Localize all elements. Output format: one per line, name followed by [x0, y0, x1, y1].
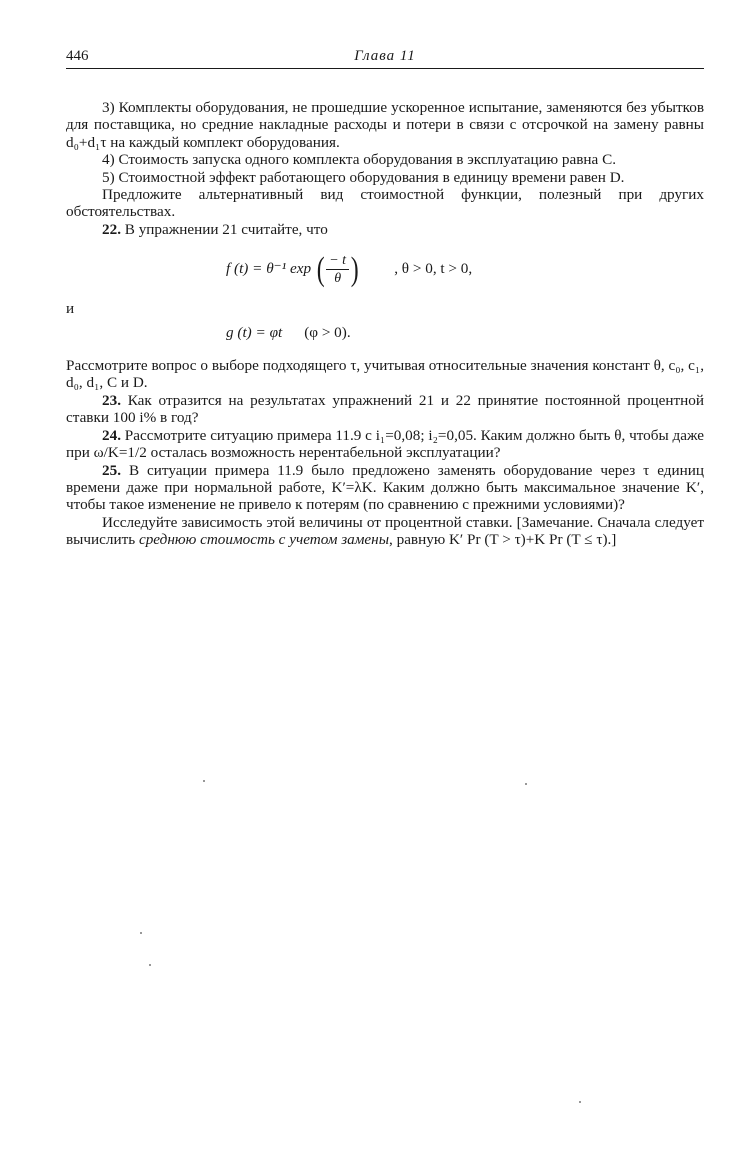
- formula-g-lhs: g (t) = φt: [226, 323, 283, 341]
- exercise-24-number: 24.: [102, 426, 121, 444]
- exercise-23: [66, 392, 704, 427]
- formula-g-condition: (φ > 0).: [304, 323, 351, 341]
- scan-speck: [525, 783, 527, 785]
- formula-f-condition: , θ > 0, t > 0,: [394, 260, 473, 278]
- formula-f: [66, 252, 704, 292]
- final-text-b: , равную K′ Pr (T > τ)+K Pr (T ≤ τ).]: [389, 531, 617, 549]
- item-3: 3) Комплекты оборудования, не прошедшие ускоренное испытание, заменяются без убытков для поставщика, но средние накладные расходы и потери в связи с отсрочкой на замену равны d₀+d₁τ на каждый комплект оборудования.: [66, 99, 704, 151]
- exercise-23-number: 23.: [102, 391, 121, 409]
- scan-speck: [579, 1101, 581, 1103]
- final-text-emphasis: среднюю стоимость с учетом замены: [138, 531, 389, 549]
- final-paragraph: [66, 514, 704, 549]
- item-4: 4) Стоимость запуска одного комплекта оборудования в эксплуатацию равна C.: [102, 151, 617, 169]
- exercise-24-text: Рассмотрите ситуацию примера 11.9 с i₁=0,08; i₂=0,05. Каким должно быть θ, чтобы даже при ω/K=1/2 осталась возможность нерентабельной эксплуатации?: [66, 426, 705, 462]
- fraction-numerator: − t: [326, 252, 349, 270]
- alternative-paragraph: Предложите альтернативный вид стоимостной функции, полезный при других обстоятельствах.: [66, 186, 704, 221]
- item-5: 5) Стоимостной эффект работающего оборудования в единицу времени равен D.: [102, 168, 625, 186]
- page-number: 446: [66, 48, 89, 64]
- formula-f-fraction: [326, 252, 349, 287]
- exercise-22-number: 22.: [102, 220, 121, 238]
- page-header: [66, 44, 704, 69]
- chapter-title: Глава 11: [354, 48, 416, 64]
- exercise-24: [66, 427, 704, 462]
- page-body: [66, 99, 704, 549]
- final-text-a: Исследуйте зависимость этой величины от процентной ставки. [Замечание. Сначала следует вычислить: [66, 513, 704, 549]
- scan-speck: [149, 964, 151, 966]
- conjunction: и: [66, 300, 75, 318]
- fraction-denominator: θ: [334, 271, 342, 287]
- book-page: [66, 44, 704, 549]
- exercise-25-number: 25.: [102, 461, 121, 479]
- exercise-22-text: В упражнении 21 считайте, что: [124, 220, 328, 238]
- right-paren: ): [350, 250, 359, 288]
- formula-g: [66, 324, 704, 341]
- consider-paragraph: Рассмотрите вопрос о выборе подходящего τ, учитывая относительные значения констант θ, c₀, c₁, d₀, d₁, C и D.: [66, 357, 704, 392]
- exercise-23-text: Как отразится на результатах упражнений 21 и 22 принятие постоянной процентной ставки 100 i% в год?: [66, 391, 705, 427]
- exercise-25: [66, 462, 704, 514]
- scan-speck: [203, 780, 205, 782]
- exercise-22: [66, 221, 704, 238]
- exercise-25-text: В ситуации примера 11.9 было предложено заменять оборудование через τ единиц времени даже при нормальной работе, K′=λK. Каким должно быть максимальное значение K′, чтобы такое изменение не привело к потерям (по сравнению с прежними условиями)?: [66, 461, 705, 514]
- scan-speck: [140, 932, 142, 934]
- left-paren: (: [316, 250, 325, 288]
- formula-f-lhs: f (t) = θ⁻¹ exp: [226, 260, 312, 278]
